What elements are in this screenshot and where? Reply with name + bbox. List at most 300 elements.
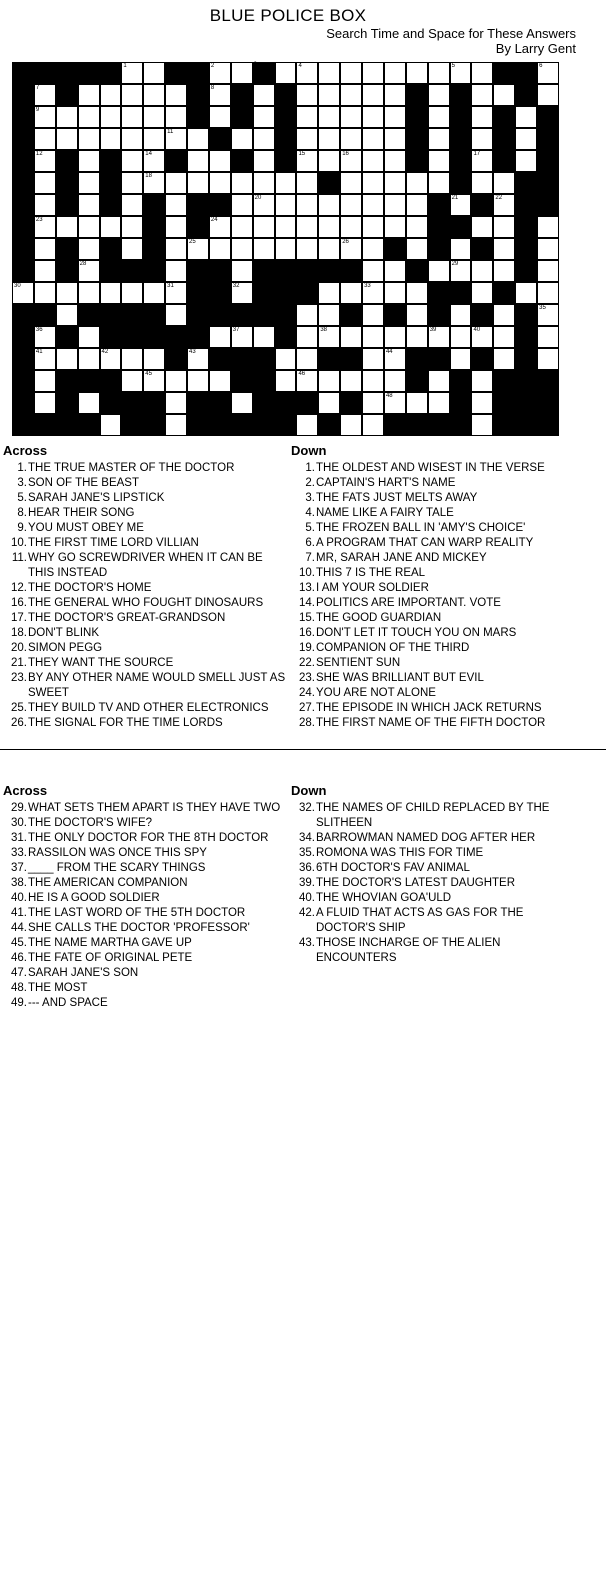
grid-cell[interactable] [34, 84, 56, 106]
grid-cell[interactable] [340, 128, 362, 150]
grid-cell[interactable] [493, 172, 515, 194]
grid-cell[interactable] [362, 348, 384, 370]
grid-cell[interactable] [165, 128, 187, 150]
grid-cell[interactable] [253, 194, 275, 216]
grid-cell[interactable] [143, 172, 165, 194]
grid-cell[interactable] [231, 238, 253, 260]
grid-cell[interactable] [275, 194, 297, 216]
grid-cell[interactable] [34, 282, 56, 304]
grid-cell[interactable] [78, 172, 100, 194]
grid-cell[interactable] [318, 216, 340, 238]
grid-cell[interactable] [362, 326, 384, 348]
clue-item [291, 891, 576, 906]
grid-cell[interactable] [121, 62, 143, 84]
grid-cell[interactable] [384, 194, 406, 216]
grid-cell[interactable] [34, 194, 56, 216]
grid-cell[interactable] [384, 348, 406, 370]
grid-block [100, 370, 122, 392]
grid-cell[interactable] [78, 194, 100, 216]
grid-cell[interactable] [406, 282, 428, 304]
grid-cell[interactable] [296, 62, 318, 84]
clue-item-number: 32. [299, 802, 315, 814]
grid-cell[interactable] [121, 172, 143, 194]
grid-cell[interactable] [450, 194, 472, 216]
clue-item-text: THE FATE OF ORIGINAL PETE [28, 952, 193, 964]
grid-cell[interactable] [318, 282, 340, 304]
grid-block [450, 106, 472, 128]
grid-cell[interactable] [384, 62, 406, 84]
grid-cell[interactable] [428, 392, 450, 414]
clue-item-number: 10. [11, 537, 27, 549]
grid-cell[interactable] [471, 370, 493, 392]
grid-cell[interactable] [318, 150, 340, 172]
grid-cell[interactable] [362, 304, 384, 326]
grid-cell[interactable] [362, 84, 384, 106]
grid-cell[interactable] [100, 106, 122, 128]
grid-cell[interactable] [231, 62, 253, 84]
clue-number: 32 [232, 283, 240, 289]
grid-cell[interactable] [34, 106, 56, 128]
grid-cell[interactable] [384, 260, 406, 282]
grid-cell[interactable] [143, 348, 165, 370]
clue-item-text: WHY GO SCREWDRIVER WHEN IT CAN BE THIS INSTEAD [28, 552, 263, 579]
grid-cell[interactable] [121, 84, 143, 106]
grid-cell[interactable] [100, 348, 122, 370]
grid-cell[interactable] [187, 172, 209, 194]
grid-cell[interactable] [493, 348, 515, 370]
grid-cell[interactable] [296, 194, 318, 216]
grid-cell[interactable] [275, 370, 297, 392]
clue-number: 43 [189, 349, 196, 355]
grid-cell[interactable] [406, 194, 428, 216]
grid-cell[interactable] [209, 172, 231, 194]
grid-cell[interactable] [209, 326, 231, 348]
grid-cell[interactable] [253, 326, 275, 348]
grid-cell[interactable] [78, 216, 100, 238]
grid-cell[interactable] [78, 84, 100, 106]
grid-cell[interactable] [318, 370, 340, 392]
grid-cell[interactable] [362, 238, 384, 260]
grid-cell[interactable] [231, 282, 253, 304]
clue-item-number: 40. [11, 892, 27, 904]
grid-cell[interactable] [362, 216, 384, 238]
grid-cell[interactable] [493, 260, 515, 282]
grid-cell[interactable] [296, 84, 318, 106]
across-clues-part2 [3, 783, 288, 1011]
grid-cell[interactable] [340, 62, 362, 84]
grid-cell[interactable] [296, 106, 318, 128]
grid-cell[interactable] [165, 106, 187, 128]
clue-number: 37 [232, 327, 240, 333]
clue-item-number: 39. [299, 877, 315, 889]
grid-cell[interactable] [209, 150, 231, 172]
grid-cell[interactable] [296, 128, 318, 150]
grid-cell[interactable] [121, 150, 143, 172]
grid-cell[interactable] [428, 326, 450, 348]
grid-cell[interactable] [143, 84, 165, 106]
grid-cell[interactable] [384, 106, 406, 128]
grid-cell[interactable] [362, 260, 384, 282]
clue-number: 25 [189, 239, 196, 245]
clue-number: 8 [210, 85, 215, 91]
clue-item-text: THE LAST WORD OF THE 5TH DOCTOR [28, 907, 246, 919]
grid-cell[interactable] [143, 370, 165, 392]
grid-cell[interactable] [12, 282, 34, 304]
clue-item [291, 671, 576, 686]
grid-cell[interactable] [406, 238, 428, 260]
grid-cell[interactable] [78, 260, 100, 282]
grid-cell[interactable] [296, 348, 318, 370]
clue-item-text: DON'T BLINK [28, 627, 99, 639]
grid-cell[interactable] [318, 304, 340, 326]
grid-cell[interactable] [471, 282, 493, 304]
grid-cell[interactable] [471, 414, 493, 436]
clue-number: 24 [210, 217, 218, 223]
grid-cell[interactable] [143, 62, 165, 84]
grid-cell[interactable] [165, 304, 187, 326]
clue-item-number: 10. [299, 567, 315, 579]
grid-cell[interactable] [231, 260, 253, 282]
grid-block [143, 260, 165, 282]
grid-cell[interactable] [56, 282, 78, 304]
grid-cell[interactable] [428, 128, 450, 150]
grid-cell[interactable] [450, 304, 472, 326]
grid-cell[interactable] [34, 348, 56, 370]
grid-cell[interactable] [121, 128, 143, 150]
grid-cell[interactable] [34, 260, 56, 282]
grid-cell[interactable] [362, 172, 384, 194]
grid-cell[interactable] [187, 150, 209, 172]
grid-cell[interactable] [100, 84, 122, 106]
grid-cell[interactable] [296, 304, 318, 326]
grid-cell[interactable] [165, 370, 187, 392]
grid-cell[interactable] [165, 84, 187, 106]
clue-number: 21 [451, 195, 459, 201]
grid-cell[interactable] [253, 106, 275, 128]
grid-cell[interactable] [121, 238, 143, 260]
grid-cell[interactable] [56, 216, 78, 238]
grid-cell[interactable] [34, 216, 56, 238]
grid-cell[interactable] [187, 238, 209, 260]
clue-item-text: MR, SARAH JANE AND MICKEY [316, 552, 487, 564]
clue-number: 5 [451, 63, 455, 69]
grid-cell[interactable] [121, 106, 143, 128]
grid-block [275, 128, 297, 150]
grid-cell[interactable] [428, 260, 450, 282]
clue-number: 6 [539, 63, 543, 69]
grid-cell[interactable] [100, 414, 122, 436]
grid-cell[interactable] [471, 172, 493, 194]
grid-cell[interactable] [493, 216, 515, 238]
grid-cell[interactable] [209, 106, 231, 128]
grid-cell[interactable] [34, 172, 56, 194]
grid-cell[interactable] [471, 62, 493, 84]
grid-cell[interactable] [296, 414, 318, 436]
grid-block [450, 128, 472, 150]
grid-cell[interactable] [78, 150, 100, 172]
grid-cell[interactable] [340, 150, 362, 172]
grid-cell[interactable] [362, 370, 384, 392]
grid-cell[interactable] [318, 194, 340, 216]
grid-cell[interactable] [537, 216, 559, 238]
grid-cell[interactable] [384, 326, 406, 348]
grid-cell[interactable] [450, 348, 472, 370]
grid-cell[interactable] [187, 348, 209, 370]
grid-cell[interactable] [340, 414, 362, 436]
grid-block [428, 282, 450, 304]
grid-cell[interactable] [165, 216, 187, 238]
grid-cell[interactable] [318, 238, 340, 260]
grid-cell[interactable] [275, 172, 297, 194]
grid-cell[interactable] [78, 238, 100, 260]
grid-cell[interactable] [362, 414, 384, 436]
grid-cell[interactable] [231, 326, 253, 348]
grid-cell[interactable] [56, 128, 78, 150]
grid-cell[interactable] [121, 370, 143, 392]
grid-cell[interactable] [275, 348, 297, 370]
grid-cell[interactable] [384, 216, 406, 238]
grid-cell[interactable] [253, 150, 275, 172]
clue-item-text: CAPTAIN'S HART'S NAME [316, 477, 456, 489]
clue-number: 12 [35, 151, 43, 157]
grid-cell[interactable] [340, 172, 362, 194]
grid-cell[interactable] [450, 62, 472, 84]
grid-cell[interactable] [318, 62, 340, 84]
grid-cell[interactable] [362, 128, 384, 150]
clue-item [3, 846, 288, 861]
grid-cell[interactable] [340, 216, 362, 238]
grid-cell[interactable] [406, 326, 428, 348]
clue-item-number: 46. [11, 952, 27, 964]
grid-cell[interactable] [253, 238, 275, 260]
grid-cell[interactable] [406, 172, 428, 194]
grid-cell[interactable] [450, 260, 472, 282]
grid-cell[interactable] [384, 282, 406, 304]
grid-cell[interactable] [384, 128, 406, 150]
grid-cell[interactable] [100, 216, 122, 238]
grid-cell[interactable] [209, 62, 231, 84]
grid-cell[interactable] [121, 194, 143, 216]
grid-cell[interactable] [537, 348, 559, 370]
grid-cell[interactable] [384, 370, 406, 392]
grid-cell[interactable] [121, 348, 143, 370]
grid-cell[interactable] [471, 150, 493, 172]
grid-cell[interactable] [275, 62, 297, 84]
grid-cell[interactable] [231, 216, 253, 238]
grid-cell[interactable] [78, 282, 100, 304]
clue-item-number: 34. [299, 832, 315, 844]
grid-cell[interactable] [340, 326, 362, 348]
grid-cell[interactable] [493, 326, 515, 348]
grid-cell[interactable] [340, 238, 362, 260]
grid-cell[interactable] [143, 282, 165, 304]
grid-cell[interactable] [493, 194, 515, 216]
grid-cell[interactable] [34, 392, 56, 414]
grid-cell[interactable] [78, 348, 100, 370]
grid-cell[interactable] [34, 150, 56, 172]
grid-cell[interactable] [34, 326, 56, 348]
grid-cell[interactable] [296, 238, 318, 260]
grid-cell[interactable] [537, 84, 559, 106]
grid-cell[interactable] [275, 238, 297, 260]
grid-cell[interactable] [340, 370, 362, 392]
grid-block [209, 348, 231, 370]
grid-cell[interactable] [165, 282, 187, 304]
grid-cell[interactable] [165, 172, 187, 194]
grid-cell[interactable] [406, 62, 428, 84]
grid-cell[interactable] [296, 172, 318, 194]
grid-cell[interactable] [143, 106, 165, 128]
grid-cell[interactable] [253, 216, 275, 238]
grid-cell[interactable] [187, 128, 209, 150]
grid-cell[interactable] [318, 392, 340, 414]
grid-cell[interactable] [121, 216, 143, 238]
grid-cell[interactable] [165, 194, 187, 216]
grid-cell[interactable] [537, 260, 559, 282]
grid-cell[interactable] [493, 304, 515, 326]
grid-cell[interactable] [340, 194, 362, 216]
grid-cell[interactable] [56, 106, 78, 128]
grid-cell[interactable] [78, 326, 100, 348]
grid-cell[interactable] [428, 106, 450, 128]
grid-cell[interactable] [209, 84, 231, 106]
clue-item [3, 716, 288, 731]
grid-block [471, 194, 493, 216]
grid-cell[interactable] [318, 128, 340, 150]
grid-cell[interactable] [165, 414, 187, 436]
grid-cell[interactable] [471, 216, 493, 238]
grid-cell[interactable] [493, 238, 515, 260]
puzzle-title: BLUE POLICE BOX [209, 6, 367, 25]
grid-cell[interactable] [406, 216, 428, 238]
clue-item-text: THE OLDEST AND WISEST IN THE VERSE [316, 462, 545, 474]
grid-cell[interactable] [34, 238, 56, 260]
grid-cell[interactable] [450, 326, 472, 348]
grid-cell[interactable] [318, 84, 340, 106]
grid-cell[interactable] [187, 370, 209, 392]
grid-cell[interactable] [78, 106, 100, 128]
grid-cell[interactable] [275, 216, 297, 238]
grid-cell[interactable] [428, 150, 450, 172]
grid-cell[interactable] [34, 128, 56, 150]
grid-cell[interactable] [296, 216, 318, 238]
grid-block [537, 414, 559, 436]
grid-cell[interactable] [406, 304, 428, 326]
grid-cell[interactable] [253, 172, 275, 194]
grid-cell[interactable] [428, 370, 450, 392]
grid-cell[interactable] [340, 84, 362, 106]
grid-cell[interactable] [384, 84, 406, 106]
grid-cell[interactable] [318, 106, 340, 128]
grid-cell[interactable] [515, 128, 537, 150]
clue-item [291, 551, 576, 566]
grid-cell[interactable] [515, 106, 537, 128]
grid-cell[interactable] [165, 392, 187, 414]
grid-cell[interactable] [537, 62, 559, 84]
grid-cell[interactable] [471, 106, 493, 128]
grid-cell[interactable] [471, 392, 493, 414]
grid-cell[interactable] [34, 370, 56, 392]
grid-cell[interactable] [362, 62, 384, 84]
grid-cell[interactable] [231, 392, 253, 414]
grid-cell[interactable] [515, 150, 537, 172]
clue-item-text: YOU ARE NOT ALONE [316, 687, 436, 699]
grid-cell[interactable] [428, 84, 450, 106]
grid-cell[interactable] [537, 326, 559, 348]
clue-item-number: 20. [11, 642, 27, 654]
grid-cell[interactable] [471, 260, 493, 282]
grid-cell[interactable] [100, 282, 122, 304]
grid-cell[interactable] [428, 172, 450, 194]
section-divider [0, 749, 606, 750]
grid-cell[interactable] [296, 370, 318, 392]
grid-block [121, 326, 143, 348]
grid-cell[interactable] [231, 128, 253, 150]
grid-cell[interactable] [537, 238, 559, 260]
grid-cell[interactable] [537, 304, 559, 326]
grid-cell[interactable] [384, 392, 406, 414]
grid-cell[interactable] [537, 282, 559, 304]
clue-item-text: HE IS A GOOD SOLDIER [28, 892, 160, 904]
grid-cell[interactable] [78, 392, 100, 414]
grid-cell[interactable] [231, 172, 253, 194]
grid-cell[interactable] [362, 150, 384, 172]
grid-block [253, 304, 275, 326]
grid-cell[interactable] [165, 238, 187, 260]
grid-cell[interactable] [471, 128, 493, 150]
grid-cell[interactable] [56, 348, 78, 370]
grid-cell[interactable] [143, 128, 165, 150]
grid-cell[interactable] [471, 84, 493, 106]
grid-cell[interactable] [362, 282, 384, 304]
clue-item-number: 1. [17, 462, 27, 474]
grid-cell[interactable] [209, 238, 231, 260]
clue-item-text: THE EPISODE IN WHICH JACK RETURNS [316, 702, 542, 714]
grid-cell[interactable] [56, 304, 78, 326]
grid-cell[interactable] [253, 84, 275, 106]
grid-block [12, 326, 34, 348]
grid-cell[interactable] [253, 128, 275, 150]
grid-cell[interactable] [143, 150, 165, 172]
grid-cell[interactable] [384, 150, 406, 172]
grid-cell[interactable] [450, 238, 472, 260]
grid-cell[interactable] [362, 106, 384, 128]
grid-cell[interactable] [515, 282, 537, 304]
clue-number: 48 [385, 393, 393, 399]
grid-cell[interactable] [428, 62, 450, 84]
grid-cell[interactable] [493, 84, 515, 106]
grid-cell[interactable] [471, 326, 493, 348]
grid-cell[interactable] [318, 326, 340, 348]
grid-block [12, 392, 34, 414]
grid-cell[interactable] [165, 260, 187, 282]
grid-cell[interactable] [362, 194, 384, 216]
grid-cell[interactable] [362, 392, 384, 414]
grid-cell[interactable] [78, 128, 100, 150]
grid-cell[interactable] [209, 370, 231, 392]
grid-cell[interactable] [384, 172, 406, 194]
grid-cell[interactable] [100, 128, 122, 150]
grid-cell[interactable] [340, 282, 362, 304]
grid-cell[interactable] [340, 106, 362, 128]
grid-cell[interactable] [231, 194, 253, 216]
grid-cell[interactable] [296, 150, 318, 172]
grid-cell[interactable] [296, 326, 318, 348]
grid-block [515, 62, 537, 84]
grid-cell[interactable] [121, 282, 143, 304]
grid-cell[interactable] [406, 392, 428, 414]
grid-cell[interactable] [209, 216, 231, 238]
